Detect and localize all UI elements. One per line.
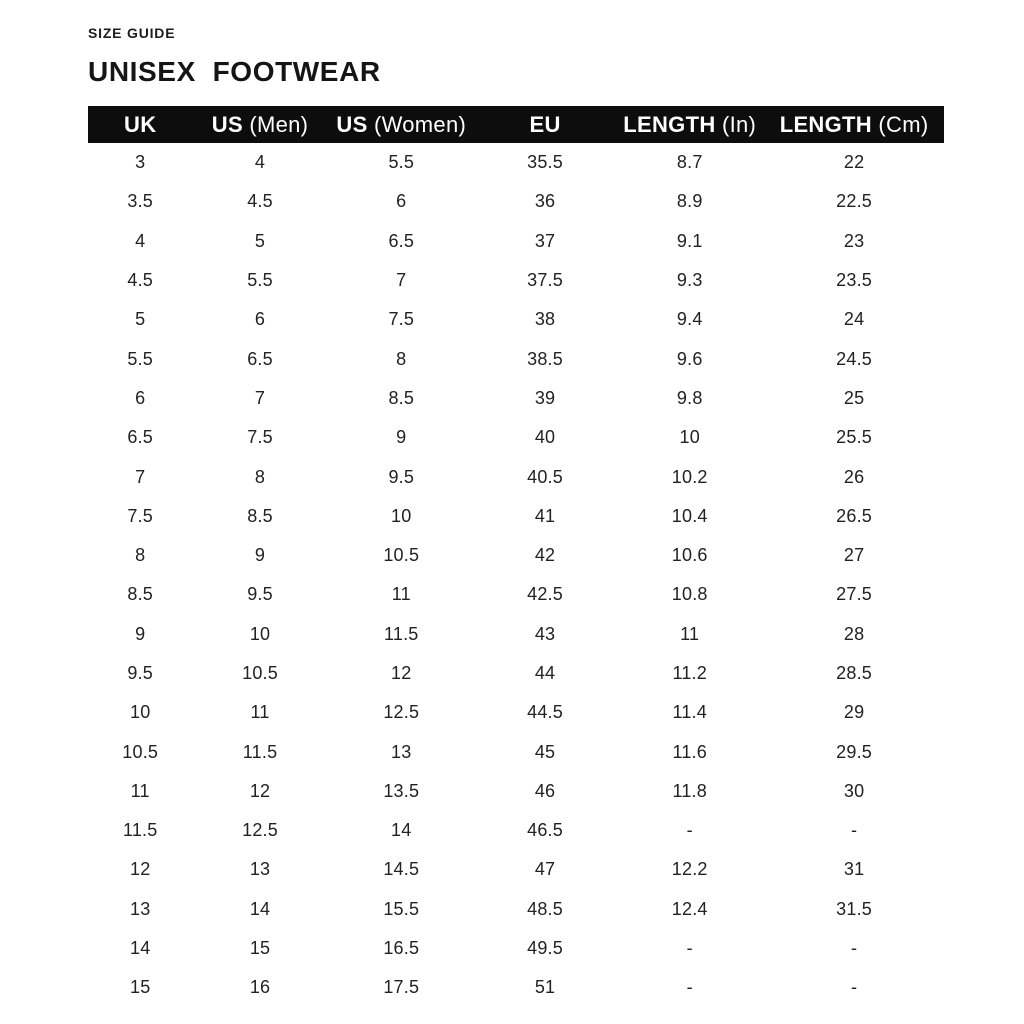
size-cell: 6.5 — [247, 348, 273, 369]
table-row — [88, 261, 944, 300]
size-cell: 39 — [534, 387, 556, 408]
size-cell: 8 — [135, 545, 146, 566]
table-row — [88, 850, 944, 889]
size-cell: 9.5 — [247, 584, 273, 605]
size-cell: 9 — [135, 623, 146, 644]
size-cell: 12.4 — [671, 898, 708, 919]
size-cell: 11.5 — [242, 741, 278, 762]
size-cell: 22.5 — [836, 191, 873, 212]
size-cell: 26 — [843, 466, 865, 487]
size-cell: 37.5 — [527, 270, 563, 291]
table-row — [88, 890, 944, 929]
table-row — [88, 732, 944, 771]
size-cell: 15.5 — [383, 898, 420, 919]
size-cell: 15 — [249, 938, 271, 959]
size-cell: 14.5 — [383, 859, 420, 880]
size-cell: 5.5 — [388, 152, 415, 173]
size-cell: 4.5 — [127, 270, 154, 291]
size-cell: 9.4 — [676, 309, 703, 330]
size-cell: 10.4 — [671, 505, 708, 526]
size-cell: - — [686, 977, 693, 998]
size-cell: 8.5 — [127, 584, 154, 605]
size-cell: 31 — [843, 859, 865, 880]
size-guide-table — [88, 106, 944, 1008]
size-cell: 11.5 — [122, 820, 158, 841]
size-cell: 11.6 — [672, 741, 707, 762]
table-row — [88, 772, 944, 811]
size-cell: 13 — [130, 898, 151, 919]
column-header-length-cm: LENGTH (Cm) — [764, 106, 944, 143]
size-cell: 13 — [391, 741, 412, 762]
size-cell: 26.5 — [836, 505, 873, 526]
table-row — [88, 654, 944, 693]
page-title: UNISEX FOOTWEAR — [88, 56, 381, 87]
size-cell: 31.5 — [836, 898, 873, 919]
table-row — [88, 929, 944, 968]
size-cell: 9.8 — [676, 387, 703, 408]
size-cell: 10 — [249, 623, 271, 644]
size-cell: 8.9 — [676, 191, 703, 212]
size-cell: 9.5 — [127, 663, 154, 683]
size-cell: 38 — [534, 309, 556, 330]
table-row — [88, 339, 944, 378]
size-cell: 9 — [254, 545, 266, 566]
table-row — [88, 418, 944, 457]
size-cell: 4.5 — [247, 191, 273, 212]
size-cell: 43 — [534, 623, 556, 644]
size-cell: 10.2 — [671, 466, 708, 487]
column-header-length-in: LENGTH (In) — [615, 106, 764, 143]
size-cell: 28 — [843, 623, 865, 644]
size-cell: 10.5 — [242, 663, 278, 683]
size-cell: 6 — [396, 191, 407, 212]
column-header-us-men: US (Men) — [192, 106, 327, 143]
size-cell: 3.5 — [127, 191, 154, 212]
size-cell: 15 — [130, 977, 151, 998]
size-cell: 28.5 — [836, 663, 873, 683]
size-cell: 9.5 — [388, 466, 415, 487]
size-cell: 27.5 — [836, 584, 873, 605]
size-cell: 9.3 — [676, 270, 703, 291]
size-cell: 6 — [135, 387, 146, 408]
table-row — [88, 693, 944, 732]
size-cell: 40 — [534, 427, 556, 448]
size-cell: - — [850, 977, 858, 998]
size-cell: 42 — [534, 545, 556, 566]
size-cell: 6 — [254, 309, 266, 330]
table-row — [88, 143, 944, 182]
size-cell: 37 — [534, 230, 556, 251]
size-cell: 5 — [254, 230, 266, 251]
size-cell: 11 — [680, 623, 700, 644]
size-cell: 16.5 — [383, 938, 420, 959]
size-cell: 17.5 — [383, 977, 420, 998]
size-cell: 7.5 — [388, 309, 415, 330]
size-cell: 10 — [679, 427, 700, 448]
size-cell: 11 — [130, 780, 150, 801]
size-cell: 41 — [534, 505, 556, 526]
size-cell: 48.5 — [527, 898, 563, 919]
size-cell: - — [850, 938, 858, 959]
size-cell: - — [850, 820, 858, 841]
size-cell: 12 — [130, 859, 151, 880]
size-cell: 4 — [135, 230, 146, 251]
size-cell: 3 — [135, 152, 146, 173]
size-cell: 9.6 — [676, 348, 703, 369]
size-cell: 44.5 — [527, 702, 563, 723]
table-row — [88, 575, 944, 614]
size-cell: 42.5 — [527, 584, 563, 605]
size-cell: 24.5 — [836, 348, 873, 369]
size-cell: - — [686, 938, 693, 959]
eyebrow-label: SIZE GUIDE — [88, 25, 176, 41]
column-header-eu: EU — [475, 106, 615, 143]
size-cell: 24 — [843, 309, 865, 330]
size-cell: 27 — [843, 545, 865, 566]
table-header — [88, 106, 944, 143]
table-row — [88, 300, 944, 339]
table-row — [88, 182, 944, 221]
size-cell: 11.2 — [672, 663, 707, 683]
size-cell: 9 — [396, 427, 407, 448]
size-cell: 11.8 — [672, 780, 707, 801]
size-cell: 38.5 — [527, 348, 563, 369]
size-cell: 16 — [249, 977, 271, 998]
size-cell: 49.5 — [527, 938, 563, 959]
size-cell: 7.5 — [127, 505, 154, 526]
size-cell: 45 — [534, 741, 556, 762]
column-header-us-women: US (Women) — [328, 106, 475, 143]
size-cell: 36 — [534, 191, 556, 212]
table-row — [88, 536, 944, 575]
size-cell: 5.5 — [247, 270, 273, 291]
header-row — [88, 106, 944, 143]
size-cell: 7 — [254, 387, 266, 408]
table-row — [88, 222, 944, 261]
size-cell: 10.5 — [383, 545, 420, 566]
size-cell: 46.5 — [527, 820, 563, 841]
size-cell: 5.5 — [127, 348, 154, 369]
size-cell: 22 — [843, 152, 865, 173]
size-cell: 14 — [130, 938, 151, 959]
table-row — [88, 457, 944, 496]
size-cell: 10.8 — [671, 584, 708, 605]
size-cell: 11 — [250, 702, 270, 723]
column-header-uk: UK — [88, 106, 192, 143]
size-cell: 13 — [249, 859, 271, 880]
table-row — [88, 379, 944, 418]
size-cell: 11.4 — [672, 702, 707, 723]
size-cell: 35.5 — [527, 152, 563, 173]
size-cell: 23.5 — [836, 270, 873, 291]
size-cell: 9.1 — [676, 230, 703, 251]
size-cell: 12 — [391, 663, 412, 683]
size-cell: 23 — [843, 230, 865, 251]
size-cell: 4 — [254, 152, 266, 173]
size-cell: 8.7 — [676, 152, 703, 173]
table-row — [88, 811, 944, 850]
size-cell: 14 — [249, 898, 271, 919]
size-cell: 6.5 — [388, 230, 415, 251]
size-cell: 46 — [534, 780, 556, 801]
size-cell: 29.5 — [836, 741, 873, 762]
size-cell: 8 — [254, 466, 266, 487]
size-cell: 12 — [249, 780, 271, 801]
size-cell: 44 — [534, 663, 556, 683]
size-cell: 13.5 — [383, 780, 420, 801]
size-cell: 8.5 — [247, 505, 273, 526]
size-cell: 11 — [391, 584, 411, 605]
size-cell: 6.5 — [127, 427, 154, 448]
size-cell: 51 — [534, 977, 556, 998]
size-cell: 7 — [396, 270, 407, 291]
size-cell: 10.5 — [122, 741, 159, 762]
size-cell: 8.5 — [388, 387, 415, 408]
size-cell: 5 — [135, 309, 146, 330]
size-cell: 7.5 — [247, 427, 273, 448]
table-row — [88, 968, 944, 1007]
size-cell: 8 — [396, 348, 407, 369]
size-cell: 12.5 — [383, 702, 420, 723]
size-cell: 30 — [843, 780, 865, 801]
size-cell: 29 — [843, 702, 865, 723]
table-row — [88, 615, 944, 654]
size-cell: 25 — [843, 387, 865, 408]
size-cell: 25.5 — [836, 427, 873, 448]
size-cell: 11.5 — [384, 623, 419, 644]
table-row — [88, 497, 944, 536]
size-cell: 10.6 — [671, 545, 708, 566]
size-cell: 10 — [391, 505, 412, 526]
size-cell: 14 — [391, 820, 412, 841]
size-table-body — [88, 143, 944, 1008]
size-cell: 10 — [130, 702, 151, 723]
size-cell: 12.2 — [671, 859, 708, 880]
size-cell: - — [686, 820, 693, 841]
size-cell: 47 — [534, 859, 556, 880]
size-cell: 12.5 — [242, 820, 278, 841]
size-cell: 7 — [135, 466, 146, 487]
size-cell: 40.5 — [527, 466, 563, 487]
